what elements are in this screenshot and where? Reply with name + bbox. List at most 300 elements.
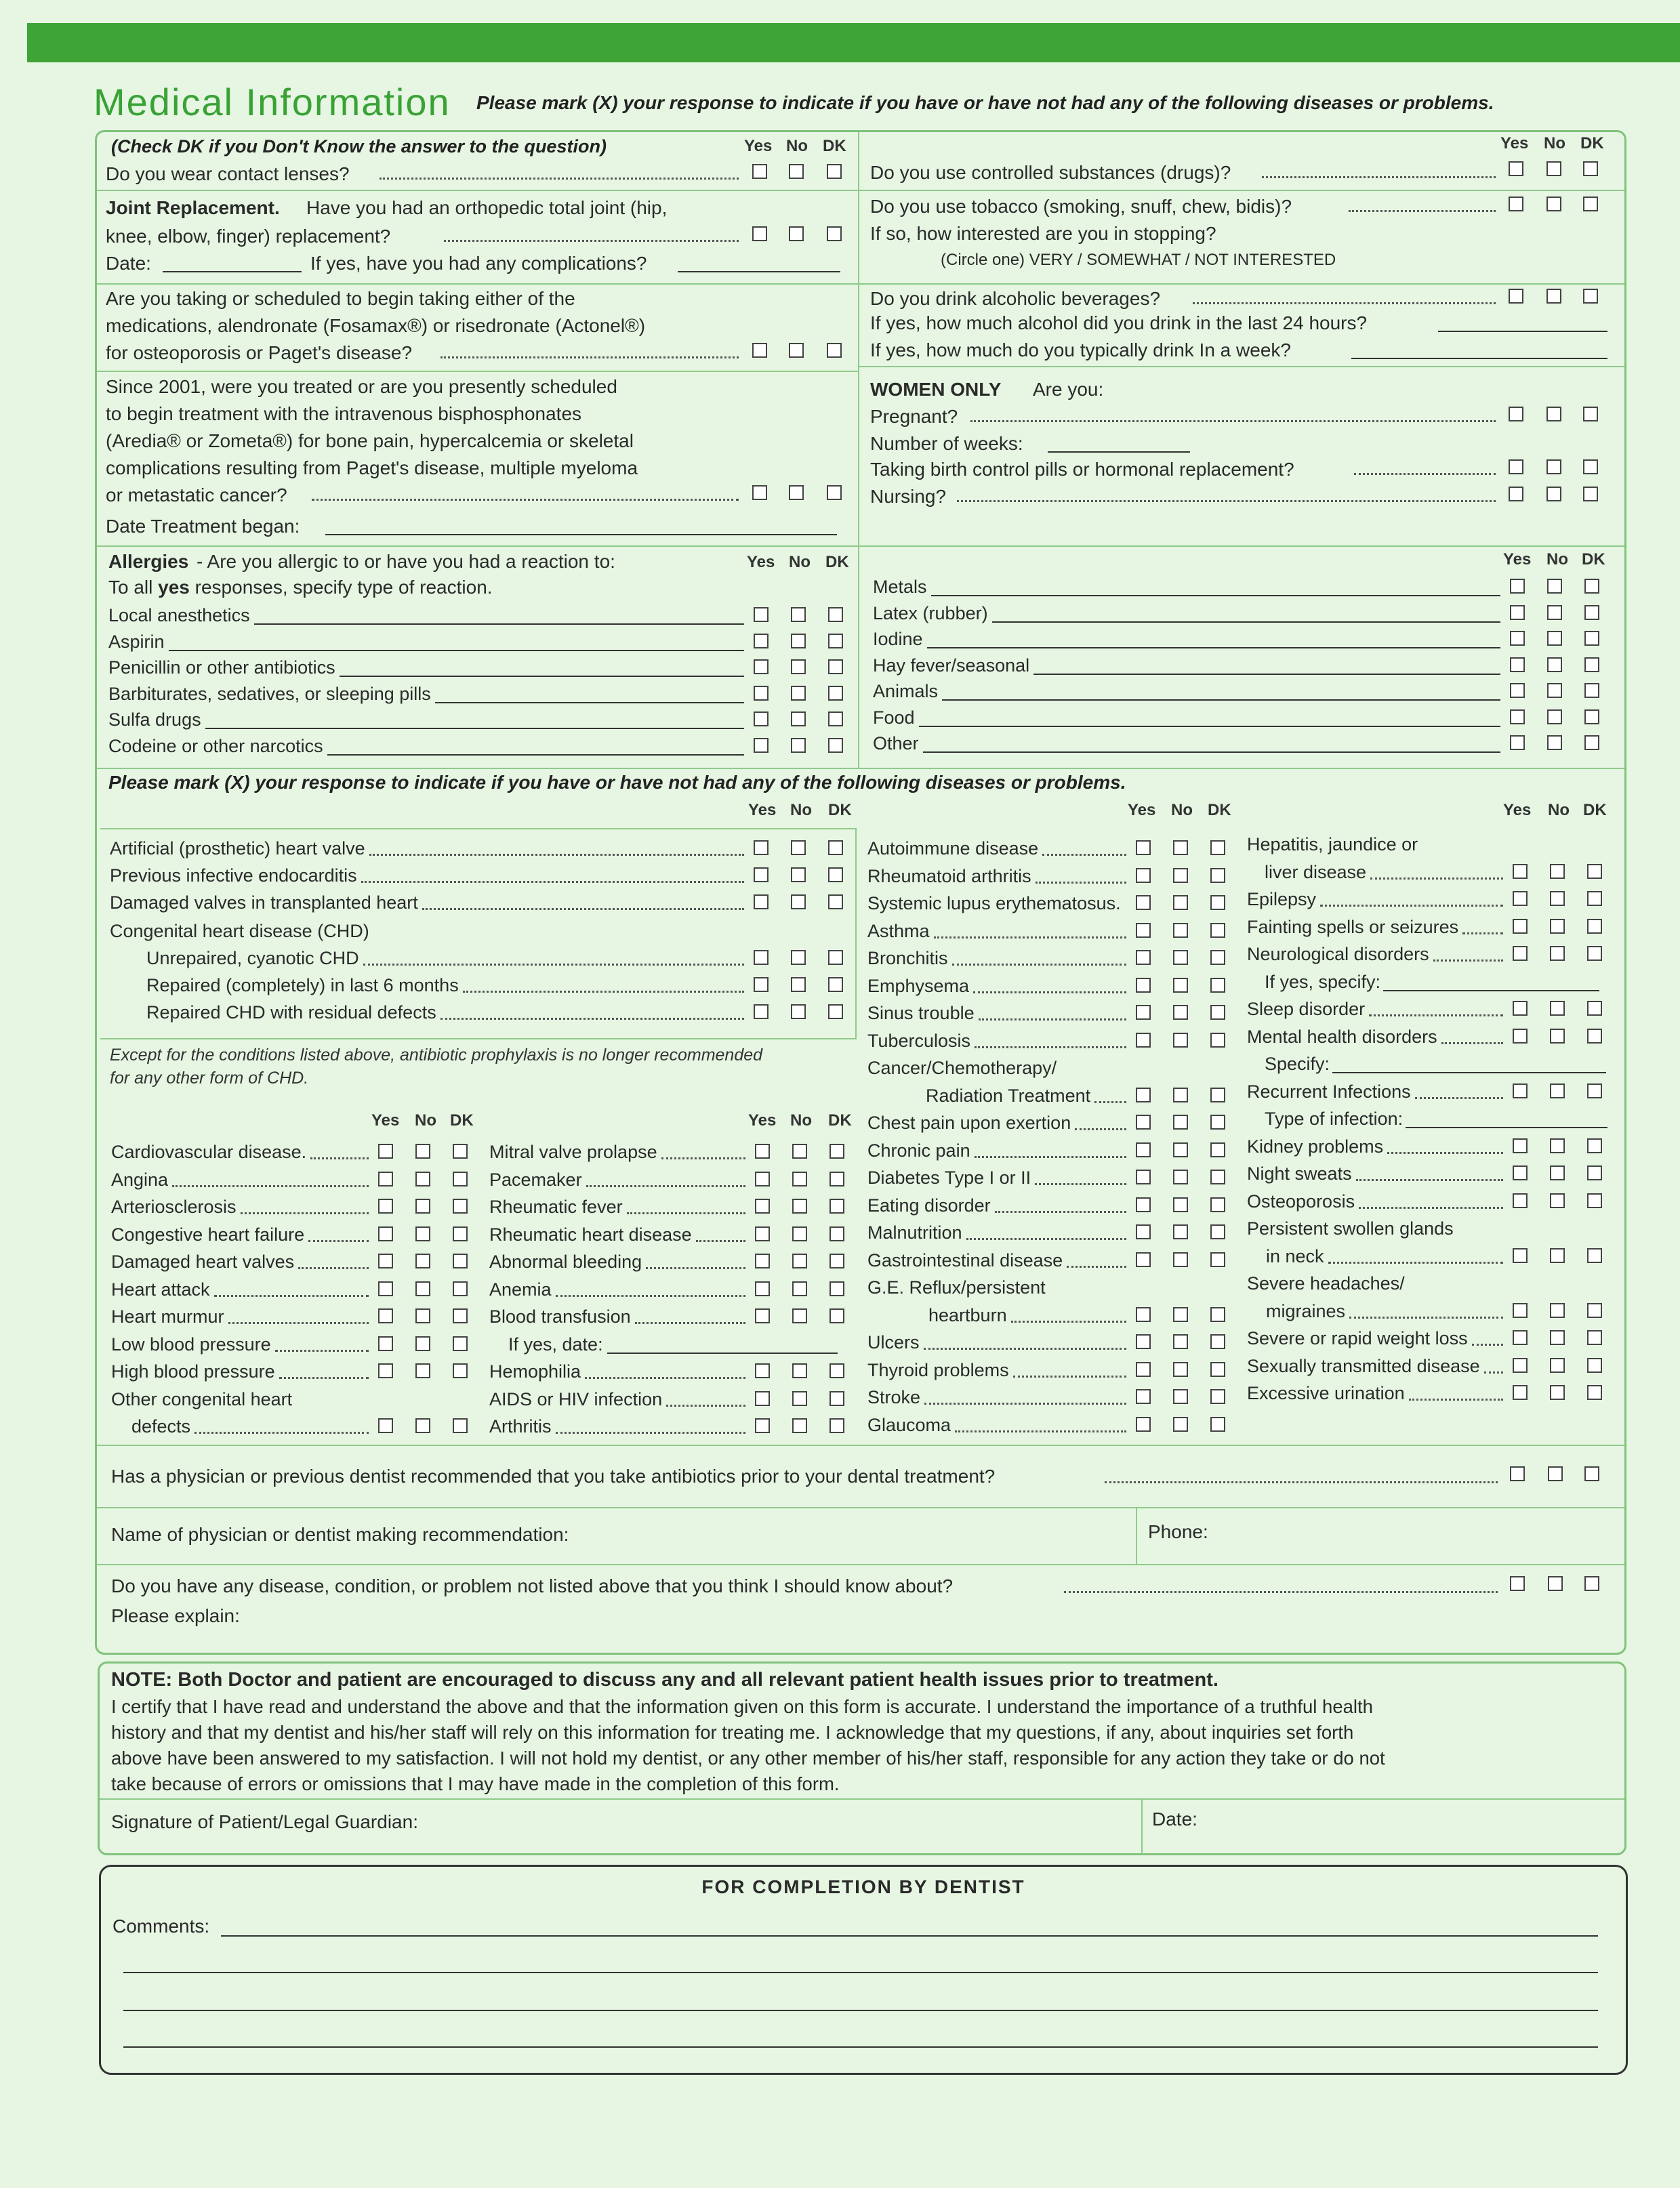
joint-complications-line[interactable] (678, 271, 840, 272)
artificial-prosthetic-heart-valve-dk-checkbox[interactable] (828, 840, 843, 855)
rheumatic-heart-disease-no-checkbox[interactable] (792, 1226, 807, 1241)
damaged-heart-valves-no-checkbox[interactable] (415, 1254, 430, 1268)
signature-field[interactable]: Signature of Patient/Legal Guardian: (111, 1811, 418, 1832)
unrepaired-cyanotic-chd-yes-checkbox[interactable] (754, 950, 769, 965)
tobacco-no[interactable] (1546, 197, 1561, 211)
hemophilia-yes-checkbox[interactable] (755, 1363, 770, 1378)
comments-line-3[interactable] (123, 2010, 1598, 2011)
repaired-completely-in-last-6-months-yes-checkbox[interactable] (754, 977, 769, 992)
other-dk[interactable] (1584, 1576, 1599, 1591)
sexually-transmitted-disease-no-checkbox[interactable] (1550, 1358, 1565, 1373)
high-blood-pressure-yes-checkbox[interactable] (378, 1363, 393, 1378)
cardiovascular-disease-no-checkbox[interactable] (415, 1144, 430, 1159)
diabetes-type-i-or-ii-no-checkbox[interactable] (1173, 1170, 1188, 1184)
arthritis-no-checkbox[interactable] (792, 1418, 807, 1433)
heart-attack-dk-checkbox[interactable] (453, 1281, 468, 1296)
mitral-valve-prolapse-no-checkbox[interactable] (792, 1144, 807, 1159)
mental-health-disorders-dk-checkbox[interactable] (1587, 1029, 1602, 1044)
other-yes[interactable] (1510, 1576, 1525, 1591)
arthritis-yes-checkbox[interactable] (755, 1418, 770, 1433)
angina-dk-checkbox[interactable] (453, 1172, 468, 1186)
bis-date-line[interactable] (325, 534, 837, 535)
artificial-prosthetic-heart-valve-no-checkbox[interactable] (791, 840, 806, 855)
night-sweats-yes-checkbox[interactable] (1513, 1165, 1528, 1180)
nursing-yes[interactable] (1509, 487, 1523, 501)
drugs-yes[interactable] (1509, 161, 1523, 176)
alcohol-dk[interactable] (1583, 289, 1598, 304)
liver-disease-no-checkbox[interactable] (1550, 864, 1565, 879)
animals-dk-checkbox[interactable] (1584, 683, 1599, 698)
fill-line[interactable] (340, 676, 744, 677)
previous-infective-endocarditis-yes-checkbox[interactable] (754, 867, 769, 882)
food-yes-checkbox[interactable] (1510, 709, 1525, 724)
stroke-dk-checkbox[interactable] (1210, 1389, 1225, 1404)
glaucoma-dk-checkbox[interactable] (1210, 1417, 1225, 1432)
fill-line[interactable] (927, 647, 1500, 648)
joint-date-line[interactable] (163, 271, 302, 272)
kidney-problems-no-checkbox[interactable] (1550, 1138, 1565, 1153)
fainting-spells-or-seizures-dk-checkbox[interactable] (1587, 919, 1602, 934)
kidney-problems-yes-checkbox[interactable] (1513, 1138, 1528, 1153)
sexually-transmitted-disease-dk-checkbox[interactable] (1587, 1358, 1602, 1373)
severe-or-rapid-weight-loss-no-checkbox[interactable] (1550, 1330, 1565, 1345)
angina-yes-checkbox[interactable] (378, 1172, 393, 1186)
pacemaker-dk-checkbox[interactable] (829, 1172, 844, 1186)
heartburn-dk-checkbox[interactable] (1210, 1307, 1225, 1322)
emphysema-dk-checkbox[interactable] (1210, 978, 1225, 993)
meds-dk[interactable] (827, 343, 842, 358)
repaired-chd-with-residual-defects-yes-checkbox[interactable] (754, 1004, 769, 1019)
food-dk-checkbox[interactable] (1584, 709, 1599, 724)
thyroid-problems-dk-checkbox[interactable] (1210, 1362, 1225, 1377)
chest-pain-upon-exertion-yes-checkbox[interactable] (1136, 1115, 1151, 1130)
eating-disorder-dk-checkbox[interactable] (1210, 1197, 1225, 1212)
aspirin-yes-checkbox[interactable] (754, 634, 769, 648)
anemia-yes-checkbox[interactable] (755, 1281, 770, 1296)
fill-line[interactable] (1033, 674, 1500, 675)
kidney-problems-dk-checkbox[interactable] (1587, 1138, 1602, 1153)
bronchitis-dk-checkbox[interactable] (1210, 950, 1225, 965)
signature-date[interactable]: Date: (1152, 1809, 1197, 1830)
in-neck-dk-checkbox[interactable] (1587, 1248, 1602, 1263)
penicillin-or-other-antibiotics-no-checkbox[interactable] (791, 659, 806, 674)
hay-fever-seasonal-no-checkbox[interactable] (1547, 657, 1562, 672)
repaired-completely-in-last-6-months-dk-checkbox[interactable] (828, 977, 843, 992)
previous-infective-endocarditis-no-checkbox[interactable] (791, 867, 806, 882)
latex-rubber-yes-checkbox[interactable] (1510, 605, 1525, 620)
intro-yes: yes (158, 577, 190, 598)
rheumatic-fever-yes-checkbox[interactable] (755, 1199, 770, 1214)
tobacco-yes[interactable] (1509, 197, 1523, 211)
osteoporosis-no-checkbox[interactable] (1550, 1193, 1565, 1208)
meds-yes[interactable] (752, 343, 767, 358)
high-blood-pressure-dk-checkbox[interactable] (453, 1363, 468, 1378)
chest-pain-upon-exertion-no-checkbox[interactable] (1173, 1115, 1188, 1130)
osteoporosis-yes-checkbox[interactable] (1513, 1193, 1528, 1208)
rheumatoid-arthritis-dk-checkbox[interactable] (1210, 868, 1225, 883)
sulfa-drugs-dk-checkbox[interactable] (828, 711, 843, 726)
defects-no-checkbox[interactable] (415, 1418, 430, 1433)
nursing-no[interactable] (1546, 487, 1561, 501)
low-blood-pressure-yes-checkbox[interactable] (378, 1336, 393, 1351)
fill-line[interactable] (992, 621, 1500, 623)
rheumatic-fever-no-checkbox[interactable] (792, 1199, 807, 1214)
aids-or-hiv-infection-dk-checkbox[interactable] (829, 1391, 844, 1406)
tobacco-dk[interactable] (1583, 197, 1598, 211)
joint-yes[interactable] (752, 226, 767, 241)
bis-yes[interactable] (752, 485, 767, 500)
fill-line[interactable] (931, 595, 1500, 596)
blood-transfusion-no-checkbox[interactable] (792, 1308, 807, 1323)
thyroid-problems-yes-checkbox[interactable] (1136, 1362, 1151, 1377)
sep-antibiotics (97, 1445, 1624, 1446)
radiation-treatment-dk-checkbox[interactable] (1210, 1088, 1225, 1102)
congestive-heart-failure-no-checkbox[interactable] (415, 1226, 430, 1241)
rheumatic-heart-disease-dk-checkbox[interactable] (829, 1226, 844, 1241)
damaged-valves-in-transplanted-heart-dk-checkbox[interactable] (828, 894, 843, 909)
label-0: Chest pain upon exertion (867, 1113, 1071, 1133)
iodine-yes-checkbox[interactable] (1510, 631, 1525, 646)
recurrent-infections-yes-checkbox[interactable] (1513, 1083, 1528, 1098)
asthma-no-checkbox[interactable] (1173, 923, 1188, 938)
tobacco-circle[interactable]: (Circle one) VERY / SOMEWHAT / NOT INTERESTED (941, 251, 1336, 269)
artificial-prosthetic-heart-valve-yes-checkbox[interactable] (754, 840, 769, 855)
excessive-urination-no-checkbox[interactable] (1550, 1385, 1565, 1400)
chronic-pain-yes-checkbox[interactable] (1136, 1142, 1151, 1157)
mitral-valve-prolapse-dk-checkbox[interactable] (829, 1144, 844, 1159)
migraines-yes-checkbox[interactable] (1513, 1303, 1528, 1318)
hemophilia-no-checkbox[interactable] (792, 1363, 807, 1378)
defects-dk-checkbox[interactable] (453, 1418, 468, 1433)
sleep-disorder-no-checkbox[interactable] (1550, 1001, 1565, 1016)
eating-disorder-yes-checkbox[interactable] (1136, 1197, 1151, 1212)
heartburn-yes-checkbox[interactable] (1136, 1307, 1151, 1322)
weeks-line[interactable] (1048, 451, 1190, 453)
penicillin-or-other-antibiotics-dk-checkbox[interactable] (828, 659, 843, 674)
neurological-disorders-dk-checkbox[interactable] (1587, 946, 1602, 961)
alcohol-24h-line[interactable] (1438, 331, 1607, 332)
physician-name[interactable]: Name of physician or dentist making recommendation: (111, 1524, 569, 1545)
other-no[interactable] (1548, 1576, 1563, 1591)
latex-rubber-dk-checkbox[interactable] (1584, 605, 1599, 620)
animals-yes-checkbox[interactable] (1510, 683, 1525, 698)
heart-murmur-dk-checkbox[interactable] (453, 1308, 468, 1323)
mental-health-disorders-yes-checkbox[interactable] (1513, 1029, 1528, 1044)
barbiturates-sedatives-or-sleeping-pills-dk-checkbox[interactable] (828, 686, 843, 701)
other-no-checkbox[interactable] (1547, 735, 1562, 750)
arteriosclerosis-dk-checkbox[interactable] (453, 1199, 468, 1214)
tuberculosis-dk-checkbox[interactable] (1210, 1033, 1225, 1048)
alcohol-yes[interactable] (1509, 289, 1523, 304)
repaired-chd-with-residual-defects-no-checkbox[interactable] (791, 1004, 806, 1019)
bis-no[interactable] (789, 485, 804, 500)
damaged-heart-valves-dk-checkbox[interactable] (453, 1254, 468, 1268)
q-nursing: Nursing? (870, 486, 947, 507)
fill-line[interactable] (923, 751, 1500, 753)
migraines-dk-checkbox[interactable] (1587, 1303, 1602, 1318)
antibiotics-dk[interactable] (1584, 1466, 1599, 1481)
alcohol-no[interactable] (1546, 289, 1561, 304)
iodine-dk-checkbox[interactable] (1584, 631, 1599, 646)
fill-line[interactable] (942, 699, 1500, 701)
birth-control-no[interactable] (1546, 459, 1561, 474)
tuberculosis-no-checkbox[interactable] (1173, 1033, 1188, 1048)
metals-dk-checkbox[interactable] (1584, 579, 1599, 594)
nursing-dk[interactable] (1583, 487, 1598, 501)
antibiotics-no[interactable] (1548, 1466, 1563, 1481)
aspirin-dk-checkbox[interactable] (828, 634, 843, 648)
glaucoma-yes-checkbox[interactable] (1136, 1417, 1151, 1432)
fill-line[interactable] (1406, 1127, 1607, 1128)
other-yes-checkbox[interactable] (1510, 735, 1525, 750)
arthritis-dk-checkbox[interactable] (829, 1418, 844, 1433)
latex-rubber-no-checkbox[interactable] (1547, 605, 1562, 620)
fill-line[interactable] (1383, 990, 1599, 991)
contact-lenses-dk[interactable] (827, 164, 842, 179)
mental-specify: Specify: (1265, 1054, 1330, 1074)
comments-line-1[interactable] (221, 1935, 1598, 1937)
fill-line[interactable] (254, 623, 744, 625)
food-no-checkbox[interactable] (1547, 709, 1562, 724)
sleep-disorder-dk-checkbox[interactable] (1587, 1001, 1602, 1016)
autoimmune-disease-yes-checkbox[interactable] (1136, 840, 1151, 855)
migraines-no-checkbox[interactable] (1550, 1303, 1565, 1318)
sexually-transmitted-disease-yes-checkbox[interactable] (1513, 1358, 1528, 1373)
gastrointestinal-disease-no-checkbox[interactable] (1173, 1252, 1188, 1267)
penicillin-or-other-antibiotics-yes-checkbox[interactable] (754, 659, 769, 674)
codeine-or-other-narcotics-no-checkbox[interactable] (791, 738, 806, 753)
malnutrition-no-checkbox[interactable] (1173, 1224, 1188, 1239)
diabetes-type-i-or-ii-yes-checkbox[interactable] (1136, 1170, 1151, 1184)
fill-line[interactable] (169, 650, 744, 651)
repaired-chd-with-residual-defects-dk-checkbox[interactable] (828, 1004, 843, 1019)
pregnant-yes[interactable] (1509, 407, 1523, 421)
previous-infective-endocarditis-dk-checkbox[interactable] (828, 867, 843, 882)
comments-line-4[interactable] (123, 2046, 1598, 2048)
fill-line[interactable] (435, 702, 744, 703)
damaged-valves-in-transplanted-heart-no-checkbox[interactable] (791, 894, 806, 909)
please-explain[interactable]: Please explain: (111, 1605, 240, 1626)
aids-or-hiv-infection-no-checkbox[interactable] (792, 1391, 807, 1406)
emphysema-no-checkbox[interactable] (1173, 978, 1188, 993)
heart-attack-no-checkbox[interactable] (415, 1281, 430, 1296)
neurological-disorders-no-checkbox[interactable] (1550, 946, 1565, 961)
pregnant-no[interactable] (1546, 407, 1561, 421)
epilepsy-no-checkbox[interactable] (1550, 891, 1565, 906)
ulcers-dk-checkbox[interactable] (1210, 1334, 1225, 1349)
metals-no-checkbox[interactable] (1547, 579, 1562, 594)
osteoporosis-dk-checkbox[interactable] (1587, 1193, 1602, 1208)
gastrointestinal-disease-dk-checkbox[interactable] (1210, 1252, 1225, 1267)
rheumatic-heart-disease-yes-checkbox[interactable] (755, 1226, 770, 1241)
mental-health-disorders-no-checkbox[interactable] (1550, 1029, 1565, 1044)
fill-line[interactable] (607, 1353, 838, 1354)
blood-transfusion-yes-checkbox[interactable] (755, 1308, 770, 1323)
blood-transfusion-dk-checkbox[interactable] (829, 1308, 844, 1323)
codeine-or-other-narcotics-yes-checkbox[interactable] (754, 738, 769, 753)
sulfa-drugs-no-checkbox[interactable] (791, 711, 806, 726)
heart-murmur-no-checkbox[interactable] (415, 1308, 430, 1323)
arteriosclerosis-no-checkbox[interactable] (415, 1199, 430, 1214)
hay-fever-seasonal-yes-checkbox[interactable] (1510, 657, 1525, 672)
radiation-treatment-no-checkbox[interactable] (1173, 1088, 1188, 1102)
bronchitis-yes-checkbox[interactable] (1136, 950, 1151, 965)
unrepaired-cyanotic-chd-dk-checkbox[interactable] (828, 950, 843, 965)
cardiovascular-disease-yes-checkbox[interactable] (378, 1144, 393, 1159)
radiation-treatment-yes-checkbox[interactable] (1136, 1088, 1151, 1102)
hay-fever-seasonal-dk-checkbox[interactable] (1584, 657, 1599, 672)
epilepsy-dk-checkbox[interactable] (1587, 891, 1602, 906)
recurrent-infections-dk-checkbox[interactable] (1587, 1083, 1602, 1098)
fill-line[interactable] (327, 754, 744, 756)
barbiturates-sedatives-or-sleeping-pills-no-checkbox[interactable] (791, 686, 806, 701)
iodine-no-checkbox[interactable] (1547, 631, 1562, 646)
systemic-lupus-erythematosus-yes-checkbox[interactable] (1136, 895, 1151, 910)
rheumatoid-arthritis-no-checkbox[interactable] (1173, 868, 1188, 883)
rheumatic-fever-dk-checkbox[interactable] (829, 1199, 844, 1214)
stroke-no-checkbox[interactable] (1173, 1389, 1188, 1404)
damaged-valves-in-transplanted-heart-yes-checkbox[interactable] (754, 894, 769, 909)
asthma-dk-checkbox[interactable] (1210, 923, 1225, 938)
sinus-trouble-dk-checkbox[interactable] (1210, 1005, 1225, 1020)
in-neck-yes-checkbox[interactable] (1513, 1248, 1528, 1263)
pacemaker-yes-checkbox[interactable] (755, 1172, 770, 1186)
diabetes-type-i-or-ii-dk-checkbox[interactable] (1210, 1170, 1225, 1184)
systemic-lupus-erythematosus-dk-checkbox[interactable] (1210, 895, 1225, 910)
damaged-heart-valves-yes-checkbox[interactable] (378, 1254, 393, 1268)
joint-no[interactable] (789, 226, 804, 241)
congestive-heart-failure-yes-checkbox[interactable] (378, 1226, 393, 1241)
excessive-urination-dk-checkbox[interactable] (1587, 1385, 1602, 1400)
leader (627, 1212, 745, 1214)
abnormal-bleeding-no-checkbox[interactable] (792, 1254, 807, 1268)
autoimmune-disease-dk-checkbox[interactable] (1210, 840, 1225, 855)
codeine-or-other-narcotics-dk-checkbox[interactable] (828, 738, 843, 753)
fainting-spells-or-seizures-no-checkbox[interactable] (1550, 919, 1565, 934)
local-anesthetics-dk-checkbox[interactable] (828, 607, 843, 622)
fill-line[interactable] (205, 728, 744, 729)
comments-line-2[interactable] (123, 1972, 1598, 1973)
sulfa-drugs-yes-checkbox[interactable] (754, 711, 769, 726)
systemic-lupus-erythematosus-no-checkbox[interactable] (1173, 895, 1188, 910)
severe-or-rapid-weight-loss-dk-checkbox[interactable] (1587, 1330, 1602, 1345)
pacemaker-no-checkbox[interactable] (792, 1172, 807, 1186)
aspirin-no-checkbox[interactable] (791, 634, 806, 648)
low-blood-pressure-dk-checkbox[interactable] (453, 1336, 468, 1351)
birth-control-dk[interactable] (1583, 459, 1598, 474)
defects-yes-checkbox[interactable] (378, 1418, 393, 1433)
alcohol-week-line[interactable] (1351, 358, 1607, 359)
top-green-bar (27, 23, 1680, 62)
contact-lenses-no[interactable] (789, 164, 804, 179)
unrepaired-cyanotic-chd-no-checkbox[interactable] (791, 950, 806, 965)
low-blood-pressure-no-checkbox[interactable] (415, 1336, 430, 1351)
glaucoma-no-checkbox[interactable] (1173, 1417, 1188, 1432)
bis-dk[interactable] (827, 485, 842, 500)
gastrointestinal-disease-yes-checkbox[interactable] (1136, 1252, 1151, 1267)
pregnant-dk[interactable] (1583, 407, 1598, 421)
metals-yes-checkbox[interactable] (1510, 579, 1525, 594)
anemia-no-checkbox[interactable] (792, 1281, 807, 1296)
label-1: Pacemaker (489, 1169, 582, 1190)
abnormal-bleeding-dk-checkbox[interactable] (829, 1254, 844, 1268)
angina-no-checkbox[interactable] (415, 1172, 430, 1186)
barbiturates-sedatives-or-sleeping-pills-yes-checkbox[interactable] (754, 686, 769, 701)
eating-disorder-no-checkbox[interactable] (1173, 1197, 1188, 1212)
meds-no[interactable] (789, 343, 804, 358)
fill-line[interactable] (919, 726, 1500, 727)
night-sweats-dk-checkbox[interactable] (1587, 1165, 1602, 1180)
excessive-urination-yes-checkbox[interactable] (1513, 1385, 1528, 1400)
drugs-no[interactable] (1546, 161, 1561, 176)
heart-murmur-yes-checkbox[interactable] (378, 1308, 393, 1323)
ulcers-no-checkbox[interactable] (1173, 1334, 1188, 1349)
heart-attack-yes-checkbox[interactable] (378, 1281, 393, 1296)
hemophilia-dk-checkbox[interactable] (829, 1363, 844, 1378)
aids-or-hiv-infection-yes-checkbox[interactable] (755, 1391, 770, 1406)
autoimmune-disease-no-checkbox[interactable] (1173, 840, 1188, 855)
malnutrition-yes-checkbox[interactable] (1136, 1224, 1151, 1239)
cardiovascular-disease-dk-checkbox[interactable] (453, 1144, 468, 1159)
in-neck-no-checkbox[interactable] (1550, 1248, 1565, 1263)
emphysema-yes-checkbox[interactable] (1136, 978, 1151, 993)
anemia-dk-checkbox[interactable] (829, 1281, 844, 1296)
q-alcohol: Do you drink alcoholic beverages? (870, 288, 1161, 309)
chest-pain-upon-exertion-dk-checkbox[interactable] (1210, 1115, 1225, 1130)
asthma-yes-checkbox[interactable] (1136, 923, 1151, 938)
congestive-heart-failure-dk-checkbox[interactable] (453, 1226, 468, 1241)
epilepsy-yes-checkbox[interactable] (1513, 891, 1528, 906)
local-anesthetics-no-checkbox[interactable] (791, 607, 806, 622)
neurological-disorders-yes-checkbox[interactable] (1513, 946, 1528, 961)
malnutrition-dk-checkbox[interactable] (1210, 1224, 1225, 1239)
liver-disease-dk-checkbox[interactable] (1587, 864, 1602, 879)
drugs-dk[interactable] (1583, 161, 1598, 176)
other-dk-checkbox[interactable] (1584, 735, 1599, 750)
chronic-pain-dk-checkbox[interactable] (1210, 1142, 1225, 1157)
thyroid-problems-no-checkbox[interactable] (1173, 1362, 1188, 1377)
bronchitis-no-checkbox[interactable] (1173, 950, 1188, 965)
arteriosclerosis-yes-checkbox[interactable] (378, 1199, 393, 1214)
night-sweats-no-checkbox[interactable] (1550, 1165, 1565, 1180)
chronic-pain-no-checkbox[interactable] (1173, 1142, 1188, 1157)
mitral-valve-prolapse-yes-checkbox[interactable] (755, 1144, 770, 1159)
local-anesthetics-yes-checkbox[interactable] (754, 607, 769, 622)
stroke-yes-checkbox[interactable] (1136, 1389, 1151, 1404)
recurrent-infections-no-checkbox[interactable] (1550, 1083, 1565, 1098)
high-blood-pressure-no-checkbox[interactable] (415, 1363, 430, 1378)
ulcers-yes-checkbox[interactable] (1136, 1334, 1151, 1349)
animals-no-checkbox[interactable] (1547, 683, 1562, 698)
antibiotics-yes[interactable] (1510, 1466, 1525, 1481)
birth-control-yes[interactable] (1509, 459, 1523, 474)
severe-or-rapid-weight-loss-yes-checkbox[interactable] (1513, 1330, 1528, 1345)
sinus-trouble-no-checkbox[interactable] (1173, 1005, 1188, 1020)
heartburn-no-checkbox[interactable] (1173, 1307, 1188, 1322)
tuberculosis-yes-checkbox[interactable] (1136, 1033, 1151, 1048)
rheumatoid-arthritis-yes-checkbox[interactable] (1136, 868, 1151, 883)
contact-lenses-yes[interactable] (752, 164, 767, 179)
physician-phone[interactable]: Phone: (1148, 1521, 1208, 1542)
repaired-completely-in-last-6-months-no-checkbox[interactable] (791, 977, 806, 992)
sleep-disorder-yes-checkbox[interactable] (1513, 1001, 1528, 1016)
abnormal-bleeding-yes-checkbox[interactable] (755, 1254, 770, 1268)
joint-dk[interactable] (827, 226, 842, 241)
liver-disease-yes-checkbox[interactable] (1513, 864, 1528, 879)
fill-line[interactable] (1332, 1072, 1606, 1073)
fainting-spells-or-seizures-yes-checkbox[interactable] (1513, 919, 1528, 934)
sinus-trouble-yes-checkbox[interactable] (1136, 1005, 1151, 1020)
